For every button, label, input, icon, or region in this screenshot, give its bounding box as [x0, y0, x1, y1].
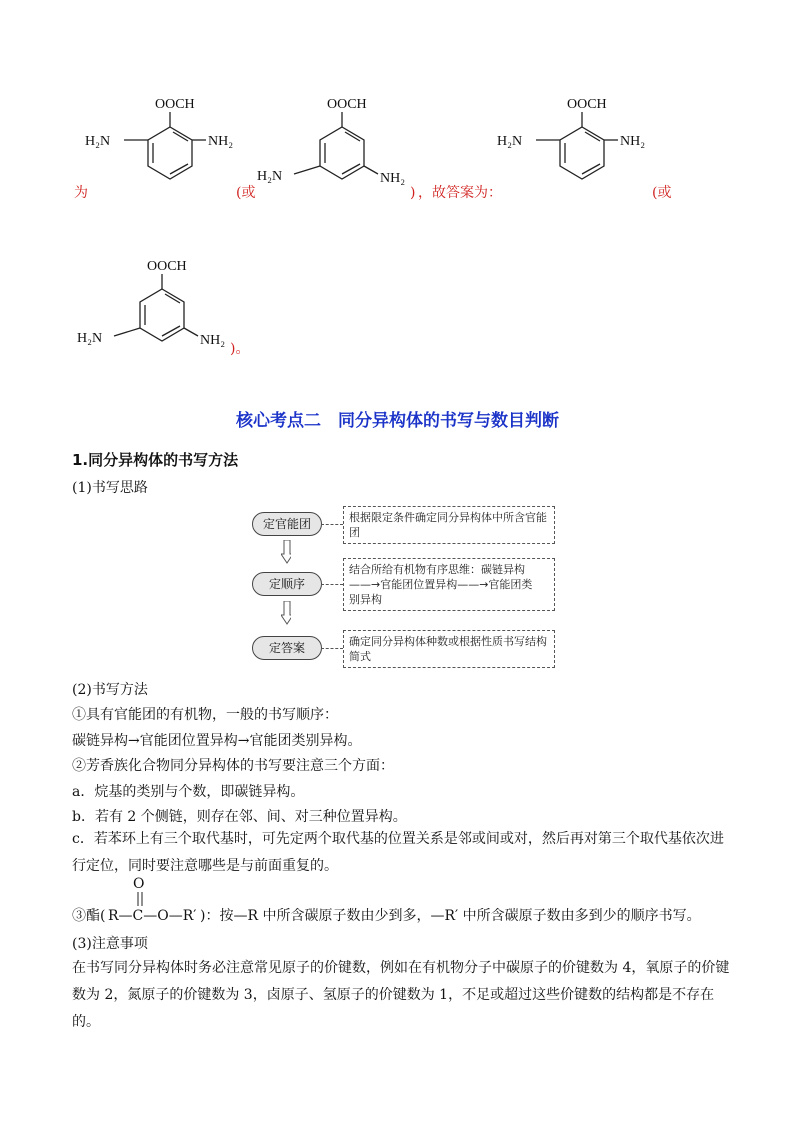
molecule-meta-1 — [254, 92, 424, 202]
para-notes: (3)注意事项 — [72, 936, 148, 952]
ooch-label: OOCH — [155, 97, 195, 112]
flow-desc-2b: ——→官能团位置异构——→官能团类 — [349, 578, 533, 591]
flowchart — [252, 506, 562, 666]
flow-step-1: 定官能团 — [252, 512, 322, 536]
flow-step-2: 定顺序 — [252, 572, 322, 596]
down-arrow-icon — [281, 601, 291, 625]
flow-desc-2c: 别异构 — [349, 593, 382, 606]
line-1: ①具有官能团的有机物，一般的书写顺序： — [72, 707, 338, 723]
molecule-ortho-2 — [494, 92, 664, 202]
flow-connector-3 — [321, 648, 343, 649]
ooch-label: OOCH — [147, 259, 187, 274]
ester-formula: R—C—O—R′ — [108, 908, 197, 924]
ester-prefix: ③酯( — [72, 908, 106, 924]
amine-right-label: NH₂ — [208, 134, 234, 149]
flow-desc-2a: 结合所给有机物有序思维：碳链异构 — [349, 563, 525, 576]
molecule-ortho-1 — [82, 92, 252, 202]
ester-rest: )：按—R 中所含碳原子数由少到多，—R′ 中所含碳原子数由多到少的顺序书写。 — [200, 908, 701, 924]
para-thinking: (1)书写思路 — [72, 480, 148, 496]
answer-end: )。 — [230, 341, 250, 357]
line-4: a．烷基的类别与个数，即碳链异构。 — [72, 784, 305, 800]
ester-line — [72, 874, 772, 930]
flow-desc-1: 根据限定条件确定同分异构体中所含官能团 — [343, 506, 555, 544]
line-3: ②芳香族化合物同分异构体的书写要注意三个方面： — [72, 758, 394, 774]
flow-connector-2 — [321, 584, 343, 585]
answer-close: ) — [410, 185, 416, 201]
down-arrow-icon — [281, 540, 291, 564]
line-6: c．若苯环上有三个取代基时，可先定两个取代基的位置关系是邻或间或对，然后再对第三个取代基依次进行定位，同时要注意哪些是与前面重复的。 — [72, 831, 724, 874]
section-title: 核心考点二 同分异构体的书写与数目判断 — [236, 411, 559, 431]
answer-guda: ，故答案为： — [418, 185, 502, 201]
amine-left-label: H₂N — [85, 134, 111, 149]
flow-connector-1 — [321, 524, 343, 525]
answer-or-2: (或 — [652, 185, 672, 201]
line-2: 碳链异构→官能团位置异构→官能团类别异构。 — [72, 733, 362, 749]
flow-desc-2 — [343, 558, 555, 611]
flow-desc-3: 确定同分异构体种数或根据性质书写结构简式 — [343, 630, 555, 668]
para-method: (2)书写方法 — [72, 682, 148, 698]
amine-left-label: H₂N — [77, 331, 103, 346]
answer-wei: 为 — [74, 185, 88, 201]
flow-step-3: 定答案 — [252, 636, 322, 660]
amine-right-label: NH₂ — [620, 134, 646, 149]
ester-oxygen: O — [133, 876, 145, 892]
ooch-label: OOCH — [327, 97, 367, 112]
ooch-label: OOCH — [567, 97, 607, 112]
subheading-1: 1.同分异构体的书写方法 — [72, 451, 239, 469]
amine-left-label: H₂N — [497, 134, 523, 149]
amine-right-label: NH₂ — [200, 333, 226, 348]
answer-or-1: (或 — [236, 185, 256, 201]
line-5: b．若有 2 个侧链，则存在邻、间、对三种位置异构。 — [72, 809, 407, 825]
amine-right-label: NH₂ — [380, 171, 406, 186]
amine-left-label: H₂N — [257, 169, 283, 184]
molecule-meta-2 — [74, 254, 244, 364]
line-7: 在书写同分异构体时务必注意常见原子的价键数，例如在有机物分子中碳原子的价键数为 4，氧原子的价键数为 2，氮原子的价键数为 3，卤原子、氢原子的价键数为 1，不足或超过这些价键数的结构都是不存在的。 — [72, 960, 730, 1030]
